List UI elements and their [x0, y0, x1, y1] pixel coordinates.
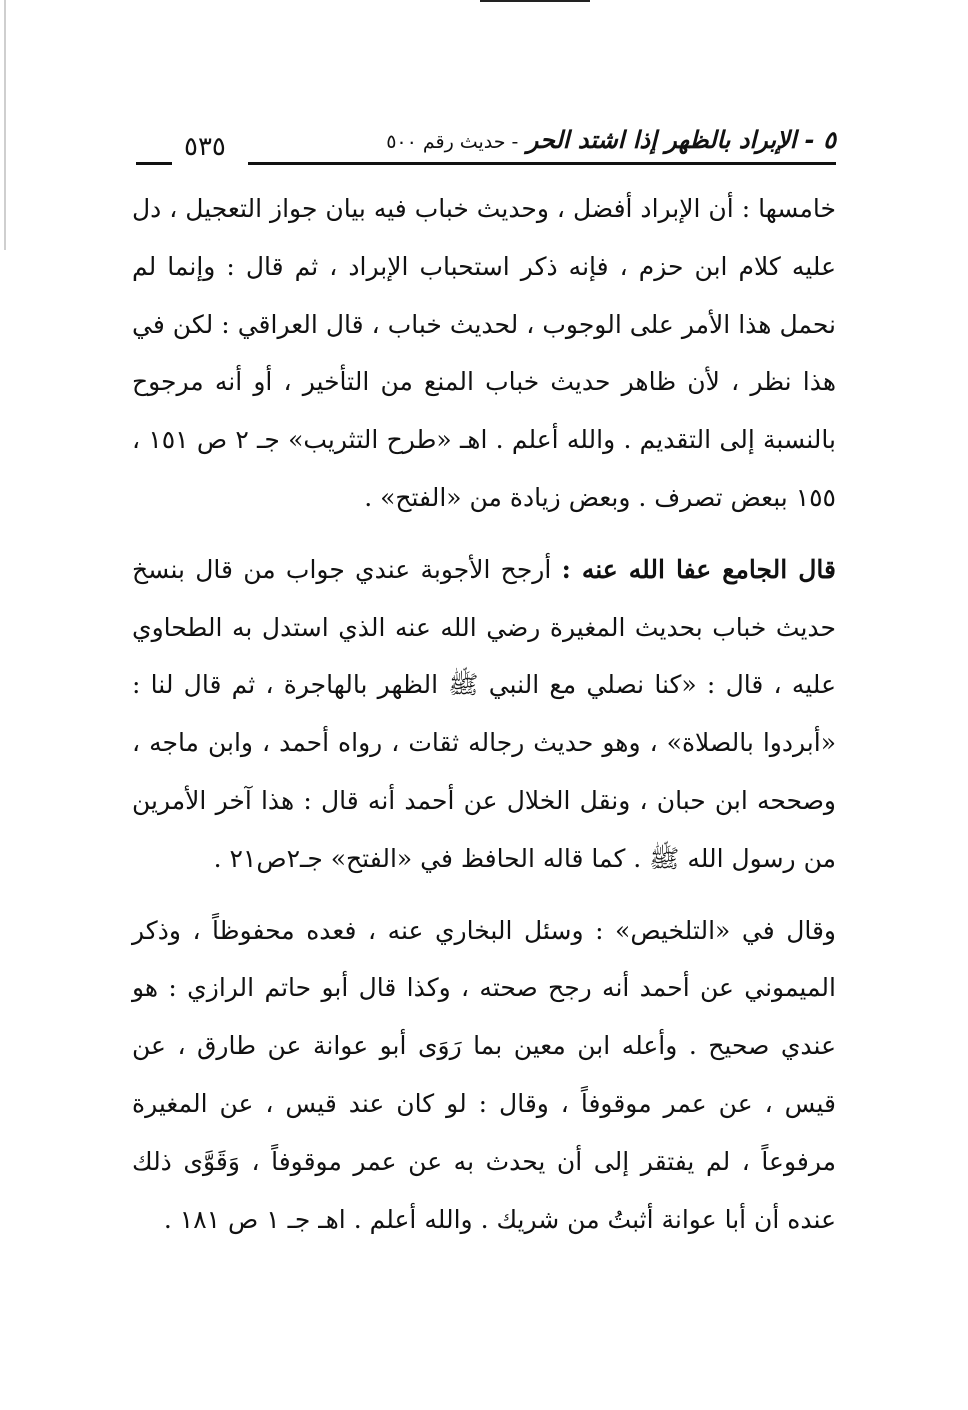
paragraph-2-text: أرجح الأجوبة عندي جواب من قال بنسخ حديث خباب بحديث المغيرة رضي الله عنه الذي استدل به الطحاوي عليه ، قال : «كنا نصلي مع النبي ﷺ الظهر بالهاجرة ، ثم قال لنا : «أبردوا بالصلاة» ، وهو حديث رجاله ثقات ، رواه أحمد ، وابن ماجه ، وصححه ابن حبان ، ونقل الخلال عن أحمد أنه قال : هذا آخر الأمرين من رسول الله ﷺ . كما قاله الحافظ في «الفتح» جـ٢ص٢١ . — [132, 554, 836, 873]
page-edge-shadow — [4, 0, 6, 250]
paragraph-1-text: خامسها : أن الإبراد أفضل ، وحديث خباب فيه بيان جواز التعجيل ، دل عليه كلام ابن حزم ، فإنه ذكر استحباب الإبراد ، ثم قال : وإنما لم نحمل هذا الأمر على الوجوب ، لحديث خباب ، قال العراقي : لكن في هذا نظر ، لأن ظاهر حديث خباب المنع من التأخير ، أو أنه مرجوح بالنسبة إلى التقديم . والله أعلم . اهـ «طرح التثريب» جـ ٢ ص ١٥١ ، ١٥٥ ببعض تصرف . وبعض زيادة من «الفتح» . — [132, 194, 836, 512]
chapter-heading — [386, 126, 836, 154]
paragraph-3 — [132, 902, 836, 1249]
paragraph-1 — [132, 180, 836, 527]
chapter-title: ٥ - الإبراد بالظهر إذا اشتد الحر — [526, 126, 836, 154]
page-number-dash — [136, 162, 172, 165]
page-number: ٥٣٥ — [184, 132, 226, 162]
header-rule — [248, 162, 836, 165]
body-text — [132, 180, 836, 1248]
paragraph-2 — [132, 541, 836, 888]
hadith-number: - حديث رقم ٥٠٠ — [386, 131, 519, 153]
top-crop-mark — [480, 0, 590, 7]
running-header — [136, 122, 836, 172]
paragraph-3-text: وقال في «التلخيص» : وسئل البخاري عنه ، فعده محفوظاً ، وذكر الميموني عن أحمد أنه رجح صحته ، وكذا قال أبو حاتم الرازي : هو عندي صحيح . وأعله ابن معين بما رَوَى أبو عوانة عن طارق ، عن قيس ، عن عمر موقوفاً ، وقال : لو كان عند قيس ، عن المغيرة مرفوعاً ، لم يفتقر إلى أن يحدث به عن عمر موقوفاً ، وَقَوَّى ذلك عنده أن أبا عوانة أثبتُ من شريك . والله أعلم . اهـ جـ ١ ص ١٨١ . — [132, 915, 836, 1234]
paragraph-2-lead: قال الجامع عفا الله عنه : — [561, 554, 836, 584]
